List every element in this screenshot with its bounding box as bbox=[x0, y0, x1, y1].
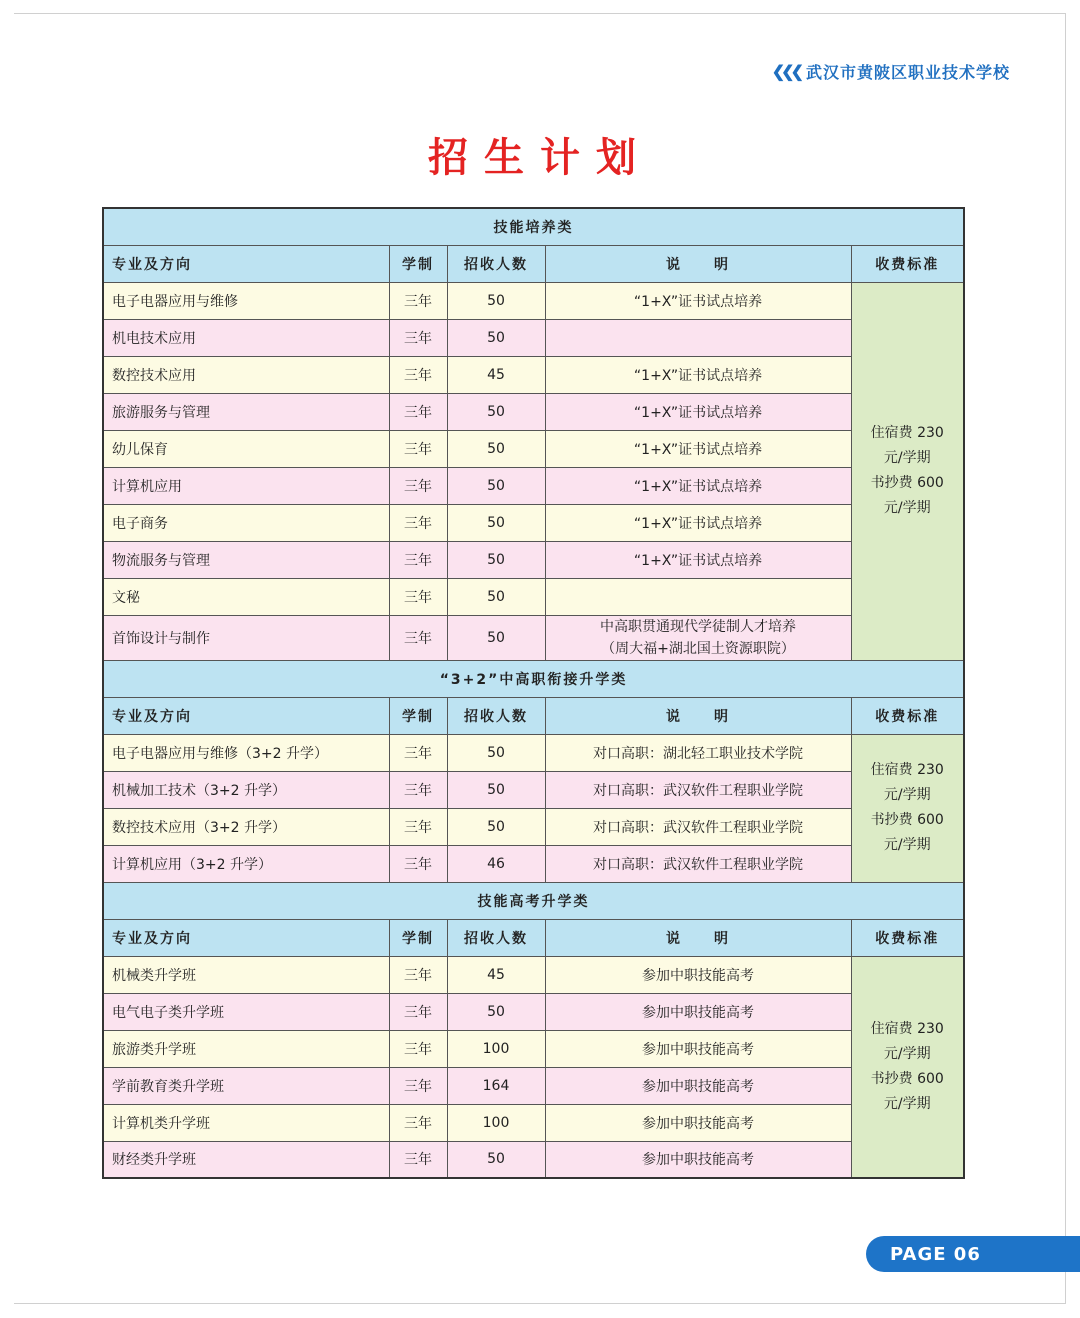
major-cell: 机械类升学班 bbox=[103, 956, 389, 993]
years-cell: 三年 bbox=[389, 993, 447, 1030]
count-cell: 45 bbox=[447, 956, 545, 993]
column-header: 学制 bbox=[389, 919, 447, 956]
table-row bbox=[103, 615, 964, 660]
column-header: 招收人数 bbox=[447, 245, 545, 282]
fee-line: 元/学期 bbox=[883, 837, 931, 853]
years-cell: 三年 bbox=[389, 956, 447, 993]
years-cell: 三年 bbox=[389, 1141, 447, 1178]
years-cell: 三年 bbox=[389, 467, 447, 504]
count-cell: 164 bbox=[447, 1067, 545, 1104]
column-header: 说 明 bbox=[545, 919, 851, 956]
note-line: （周大福+湖北国土资源职院） bbox=[601, 640, 795, 657]
count-cell: 100 bbox=[447, 1104, 545, 1141]
column-header: 学制 bbox=[389, 245, 447, 282]
note-cell: “1+X”证书试点培养 bbox=[545, 393, 851, 430]
note-cell: “1+X”证书试点培养 bbox=[545, 430, 851, 467]
years-cell: 三年 bbox=[389, 504, 447, 541]
column-header: 专业及方向 bbox=[103, 245, 389, 282]
fee-line: 住宿费 230 bbox=[870, 425, 944, 441]
major-cell: 计算机类升学班 bbox=[103, 1104, 389, 1141]
years-cell: 三年 bbox=[389, 282, 447, 319]
page-number-tab: PAGE 06 bbox=[866, 1236, 1080, 1272]
major-cell: 旅游服务与管理 bbox=[103, 393, 389, 430]
table-row bbox=[103, 808, 964, 845]
section-title-row bbox=[103, 660, 964, 697]
fee-line: 元/学期 bbox=[883, 1045, 931, 1062]
section-title: 技能培养类 bbox=[103, 208, 964, 245]
major-cell: 幼儿保育 bbox=[103, 430, 389, 467]
table-row bbox=[103, 1030, 964, 1067]
table-row bbox=[103, 430, 964, 467]
column-header: 招收人数 bbox=[447, 919, 545, 956]
note-cell: 参加中职技能高考 bbox=[545, 1104, 851, 1141]
major-cell: 学前教育类升学班 bbox=[103, 1067, 389, 1104]
table-row bbox=[103, 771, 964, 808]
table-row bbox=[103, 319, 964, 356]
fee-cell bbox=[851, 956, 964, 1178]
column-header: 专业及方向 bbox=[103, 697, 389, 734]
table-row bbox=[103, 356, 964, 393]
count-cell: 50 bbox=[447, 504, 545, 541]
note-cell: 对口高职：武汉软件工程职业学院 bbox=[545, 808, 851, 845]
note-cell: 参加中职技能高考 bbox=[545, 1067, 851, 1104]
years-cell: 三年 bbox=[389, 1067, 447, 1104]
table-row bbox=[103, 845, 964, 882]
fee-cell bbox=[851, 282, 964, 660]
page-title: 招生计划 bbox=[428, 135, 652, 181]
count-cell: 50 bbox=[447, 541, 545, 578]
years-cell: 三年 bbox=[389, 615, 447, 660]
table-row bbox=[103, 956, 964, 993]
major-cell: 计算机应用（3+2 升学） bbox=[103, 845, 389, 882]
triple-chevron-left-icon: ❮❮❮ bbox=[771, 62, 800, 81]
count-cell: 50 bbox=[447, 615, 545, 660]
count-cell: 46 bbox=[447, 845, 545, 882]
table-row bbox=[103, 1067, 964, 1104]
table-row bbox=[103, 1141, 964, 1178]
major-cell: 财经类升学班 bbox=[103, 1141, 389, 1178]
column-header: 收费标准 bbox=[851, 919, 964, 956]
major-cell: 数控技术应用（3+2 升学） bbox=[103, 808, 389, 845]
count-cell: 50 bbox=[447, 578, 545, 615]
years-cell: 三年 bbox=[389, 808, 447, 845]
note-line: 中高职贯通现代学徒制人才培养 bbox=[600, 618, 796, 635]
note-cell: 对口高职：武汉软件工程职业学院 bbox=[545, 771, 851, 808]
years-cell: 三年 bbox=[389, 771, 447, 808]
years-cell: 三年 bbox=[389, 734, 447, 771]
count-cell: 50 bbox=[447, 282, 545, 319]
major-cell: 首饰设计与制作 bbox=[103, 615, 389, 660]
school-name: 武汉市黄陂区职业技术学校 bbox=[805, 63, 1010, 82]
count-cell: 50 bbox=[447, 1141, 545, 1178]
count-cell: 50 bbox=[447, 734, 545, 771]
major-cell: 旅游类升学班 bbox=[103, 1030, 389, 1067]
fee-line: 住宿费 230 bbox=[870, 762, 944, 778]
table-row bbox=[103, 504, 964, 541]
years-cell: 三年 bbox=[389, 393, 447, 430]
table-row bbox=[103, 467, 964, 504]
table-row bbox=[103, 282, 964, 319]
count-cell: 50 bbox=[447, 430, 545, 467]
fee-line: 元/学期 bbox=[883, 787, 931, 803]
years-cell: 三年 bbox=[389, 578, 447, 615]
years-cell: 三年 bbox=[389, 541, 447, 578]
section-title: 技能高考升学类 bbox=[103, 882, 964, 919]
table-row bbox=[103, 578, 964, 615]
fee-line: 住宿费 230 bbox=[870, 1020, 944, 1037]
note-cell: “1+X”证书试点培养 bbox=[545, 467, 851, 504]
major-cell: 电子电器应用与维修 bbox=[103, 282, 389, 319]
fee-line: 书抄费 600 bbox=[870, 475, 944, 491]
count-cell: 50 bbox=[447, 993, 545, 1030]
note-cell: “1+X”证书试点培养 bbox=[545, 356, 851, 393]
column-header: 收费标准 bbox=[851, 697, 964, 734]
major-cell: 电子商务 bbox=[103, 504, 389, 541]
table-row bbox=[103, 541, 964, 578]
count-cell: 45 bbox=[447, 356, 545, 393]
table-row bbox=[103, 993, 964, 1030]
note-cell: “1+X”证书试点培养 bbox=[545, 541, 851, 578]
table-row bbox=[103, 1104, 964, 1141]
note-cell bbox=[545, 615, 851, 660]
note-cell bbox=[545, 319, 851, 356]
count-cell: 50 bbox=[447, 771, 545, 808]
major-cell: 计算机应用 bbox=[103, 467, 389, 504]
note-cell: 参加中职技能高考 bbox=[545, 1141, 851, 1178]
fee-line: 元/学期 bbox=[883, 500, 931, 516]
fee-line: 书抄费 600 bbox=[870, 812, 944, 828]
note-cell: “1+X”证书试点培养 bbox=[545, 504, 851, 541]
note-cell: 参加中职技能高考 bbox=[545, 993, 851, 1030]
note-cell: 对口高职：湖北轻工职业技术学院 bbox=[545, 734, 851, 771]
years-cell: 三年 bbox=[389, 1104, 447, 1141]
column-header: 学制 bbox=[389, 697, 447, 734]
years-cell: 三年 bbox=[389, 430, 447, 467]
years-cell: 三年 bbox=[389, 319, 447, 356]
major-cell: 物流服务与管理 bbox=[103, 541, 389, 578]
major-cell: 电子电器应用与维修（3+2 升学） bbox=[103, 734, 389, 771]
fee-cell bbox=[851, 734, 964, 882]
column-header-row bbox=[103, 919, 964, 956]
note-cell bbox=[545, 578, 851, 615]
years-cell: 三年 bbox=[389, 845, 447, 882]
count-cell: 50 bbox=[447, 808, 545, 845]
major-cell: 电气电子类升学班 bbox=[103, 993, 389, 1030]
major-cell: 数控技术应用 bbox=[103, 356, 389, 393]
column-header: 招收人数 bbox=[447, 697, 545, 734]
fee-line: 元/学期 bbox=[883, 1095, 931, 1112]
note-cell: 参加中职技能高考 bbox=[545, 1030, 851, 1067]
column-header: 专业及方向 bbox=[103, 919, 389, 956]
major-cell: 机械加工技术（3+2 升学） bbox=[103, 771, 389, 808]
major-cell: 文秘 bbox=[103, 578, 389, 615]
count-cell: 50 bbox=[447, 393, 545, 430]
count-cell: 50 bbox=[447, 319, 545, 356]
table-row bbox=[103, 393, 964, 430]
count-cell: 100 bbox=[447, 1030, 545, 1067]
column-header-row bbox=[103, 697, 964, 734]
section-title: “3+2”中高职衔接升学类 bbox=[103, 660, 964, 697]
count-cell: 50 bbox=[447, 467, 545, 504]
table-row bbox=[103, 734, 964, 771]
fee-line: 书抄费 600 bbox=[870, 1070, 944, 1087]
section-title-row bbox=[103, 208, 964, 245]
column-header-row bbox=[103, 245, 964, 282]
fee-line: 元/学期 bbox=[883, 450, 931, 466]
note-cell: “1+X”证书试点培养 bbox=[545, 282, 851, 319]
major-cell: 机电技术应用 bbox=[103, 319, 389, 356]
column-header: 收费标准 bbox=[851, 245, 964, 282]
note-cell: 参加中职技能高考 bbox=[545, 956, 851, 993]
enrollment-table bbox=[102, 207, 965, 1179]
years-cell: 三年 bbox=[389, 356, 447, 393]
section-title-row bbox=[103, 882, 964, 919]
column-header: 说 明 bbox=[545, 245, 851, 282]
note-cell: 对口高职：武汉软件工程职业学院 bbox=[545, 845, 851, 882]
years-cell: 三年 bbox=[389, 1030, 447, 1067]
column-header: 说 明 bbox=[545, 697, 851, 734]
school-header bbox=[772, 60, 1010, 83]
